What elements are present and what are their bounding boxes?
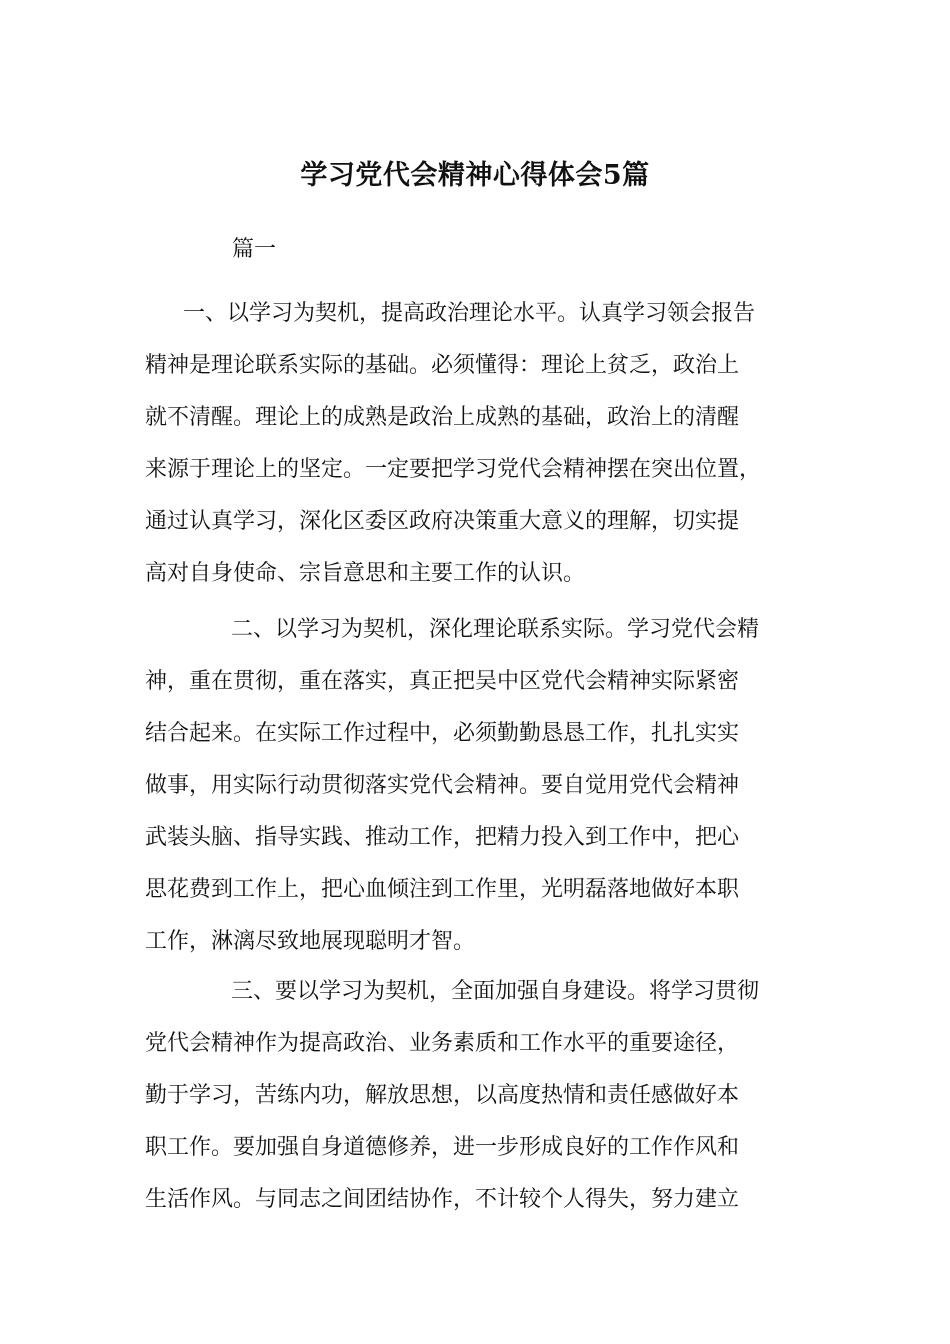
paragraph-line: 二、以学习为契机，深化理论联系实际。学习党代会精 <box>231 617 760 642</box>
paragraph-line: 思花费到工作上，把心血倾注到工作里，光明磊落地做好本职 <box>145 877 740 902</box>
paragraph-line: 高对自身使命、宗旨意思和主要工作的认识。 <box>145 561 586 586</box>
paragraph-line: 工作，淋漓尽致地展现聪明才智。 <box>145 929 476 954</box>
paragraph-line: 党代会精神作为提高政治、业务素质和工作水平的重要途径， <box>145 1031 740 1056</box>
paragraph-line: 来源于理论上的坚定。一定要把学习党代会精神摆在突出位置， <box>145 457 762 482</box>
paragraph-line: 职工作。要加强自身道德修养，进一步形成良好的工作作风和 <box>145 1135 740 1160</box>
paragraph-line: 生活作风。与同志之间团结协作，不计较个人得失，努力建立 <box>145 1187 740 1212</box>
paragraph-line: 三、要以学习为契机，全面加强自身建设。将学习贯彻 <box>231 979 760 1004</box>
paragraph-line: 勤于学习，苦练内功，解放思想，以高度热情和责任感做好本 <box>145 1083 740 1108</box>
paragraph-line: 武装头脑、指导实践、推动工作，把精力投入到工作中，把心 <box>145 825 740 850</box>
paragraph-3 <box>145 966 810 1226</box>
paragraph-line: 结合起来。在实际工作过程中，必须勤勤恳恳工作，扎扎实实 <box>145 721 740 746</box>
paragraph-2 <box>145 604 810 968</box>
paragraph-line: 神，重在贯彻，重在落实，真正把吴中区党代会精神实际紧密 <box>145 669 740 694</box>
paragraph-line: 通过认真学习，深化区委区政府决策重大意义的理解，切实提 <box>145 509 740 534</box>
document-title: 学习党代会精神心得体会5篇 <box>300 160 650 191</box>
paragraph-1 <box>145 288 810 600</box>
section-label: 篇一 <box>232 237 277 262</box>
paragraph-line: 就不清醒。理论上的成熟是政治上成熟的基础，政治上的清醒 <box>145 405 740 430</box>
paragraph-line: 做事，用实际行动贯彻落实党代会精神。要自觉用党代会精神 <box>145 773 740 798</box>
paragraph-line: 一、以学习为契机，提高政治理论水平。认真学习领会报告 <box>183 301 756 326</box>
paragraph-line: 精神是理论联系实际的基础。必须懂得：理论上贫乏，政治上 <box>145 353 740 378</box>
